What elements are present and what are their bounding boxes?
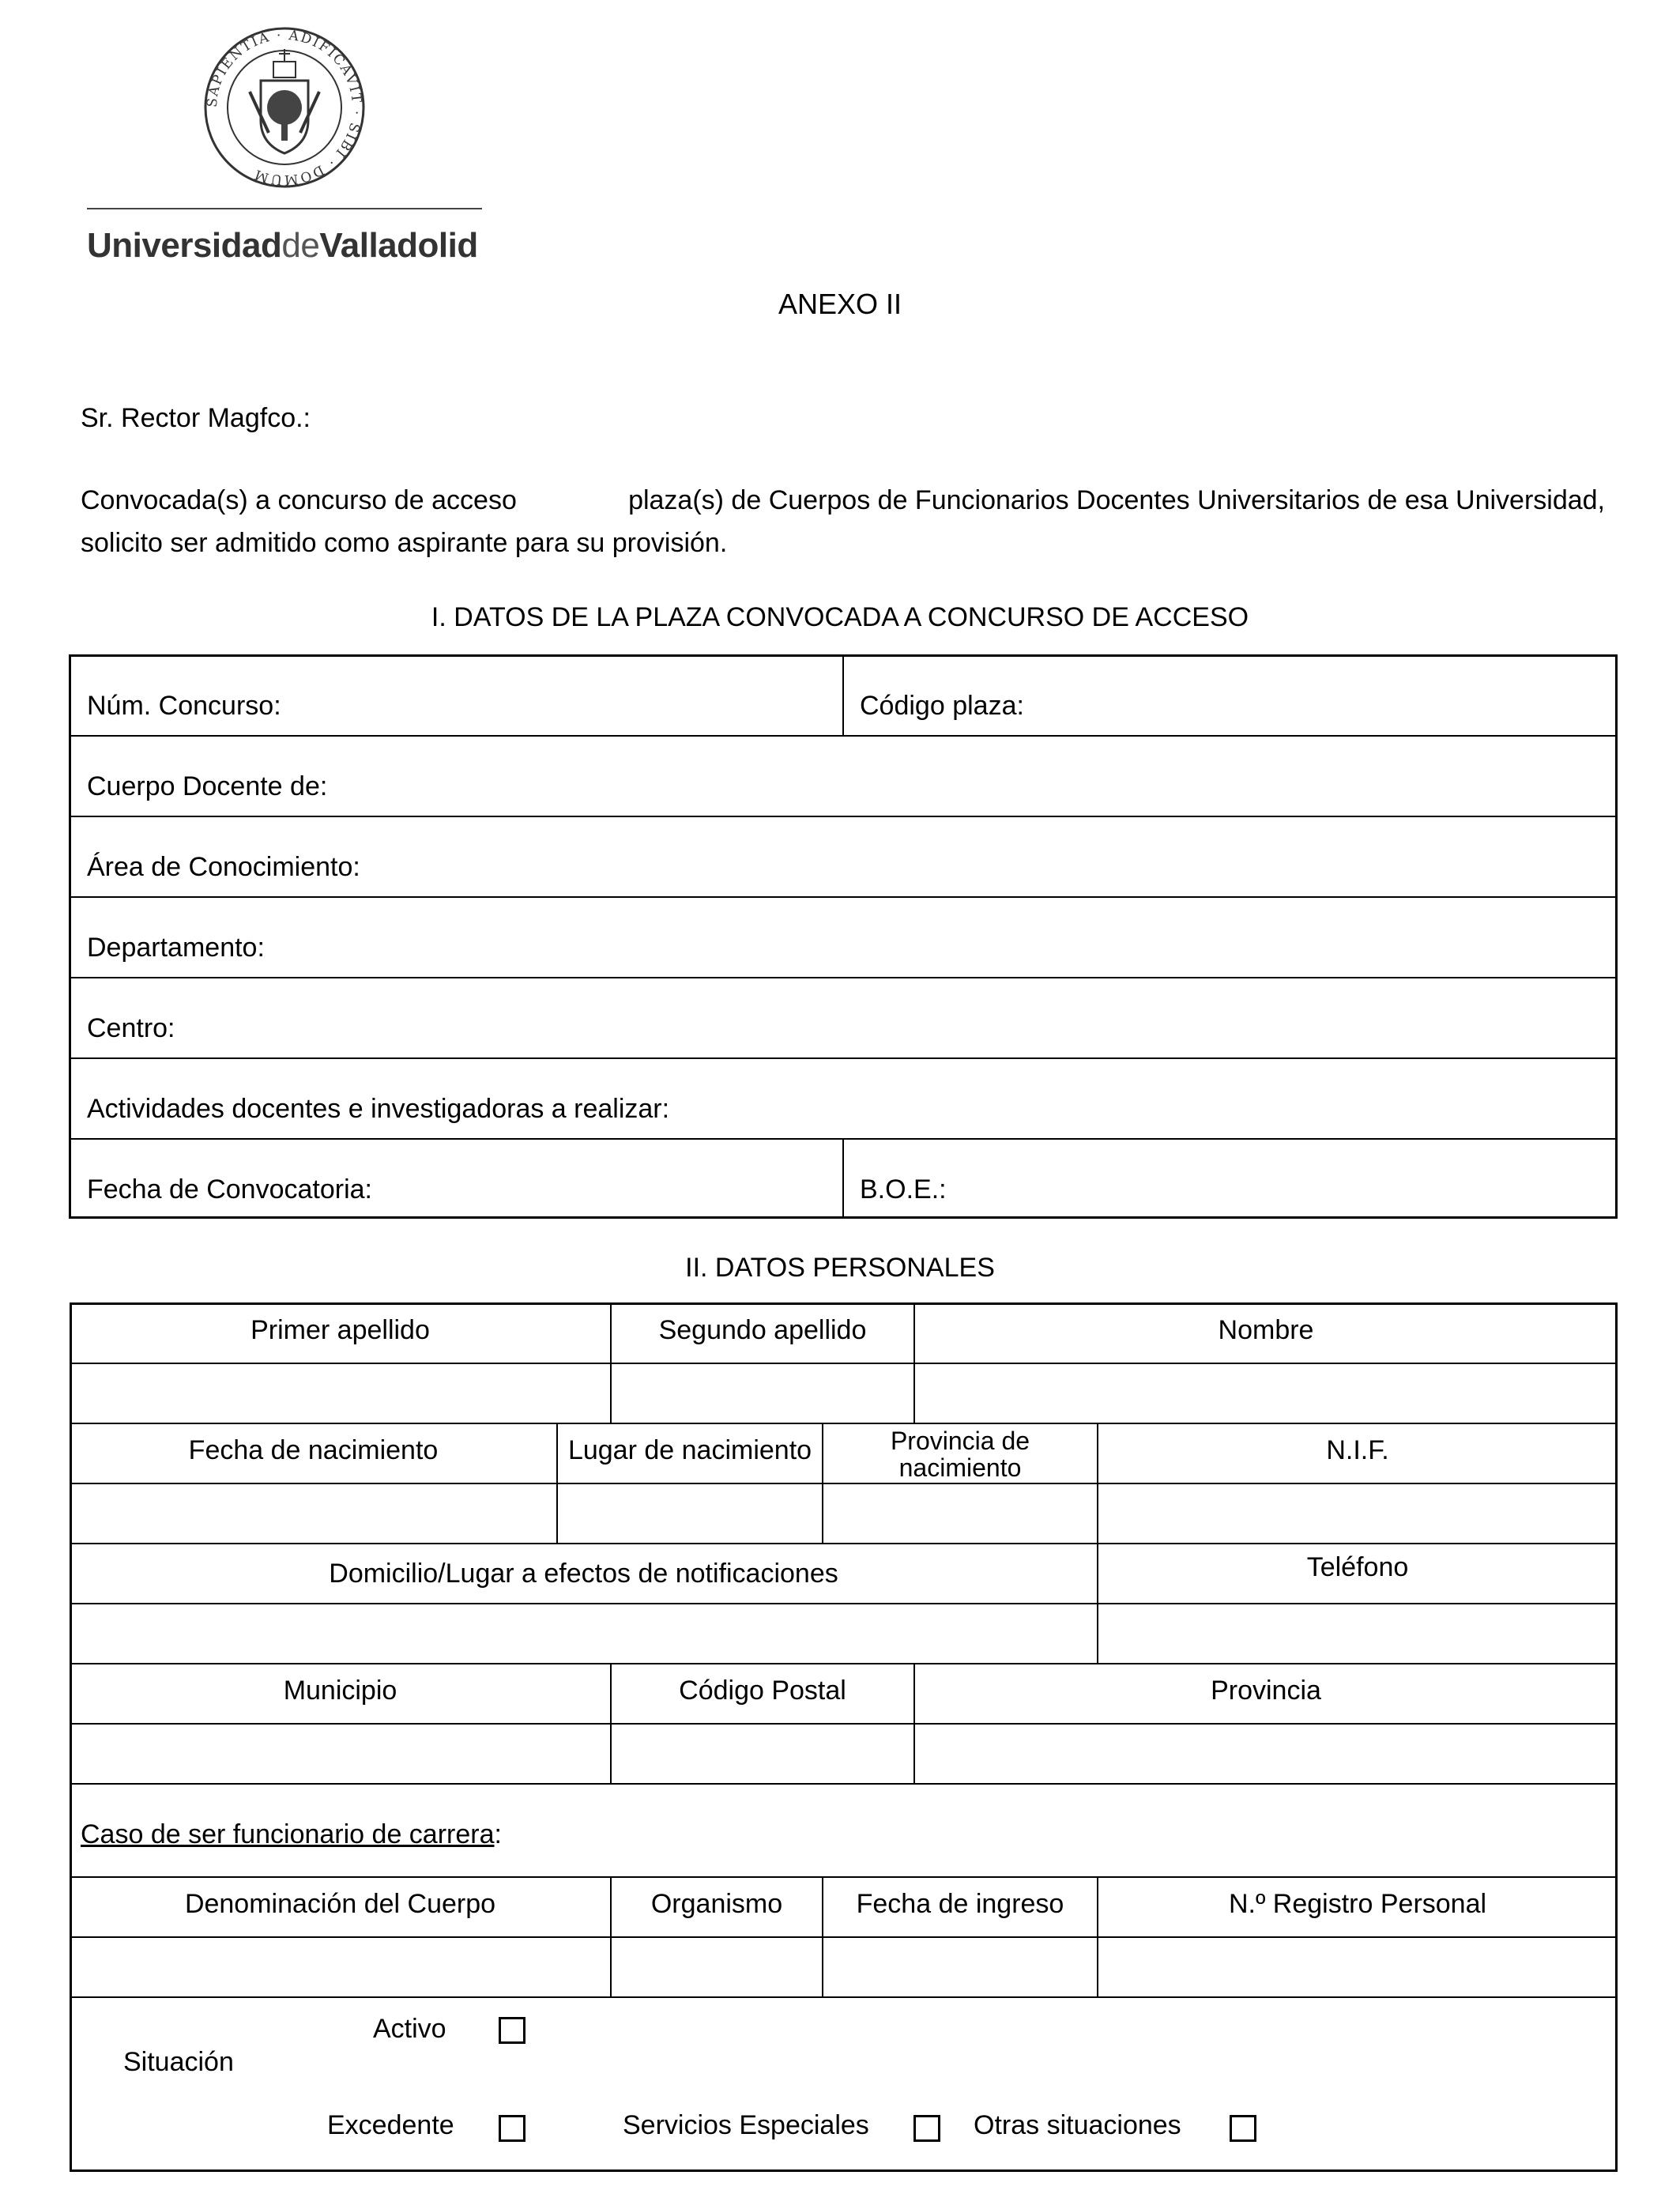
- col-divider: [842, 655, 844, 735]
- registro-personal-label: N.º Registro Personal: [1228, 1889, 1487, 1919]
- num-concurso-field[interactable]: Núm. Concurso:: [87, 691, 281, 721]
- paragraph-line1-b: plaza(s) de Cuerpos de Funcionarios Docentes Universitarios de esa Universidad,: [628, 485, 1605, 515]
- departamento-field[interactable]: Departamento:: [87, 933, 265, 963]
- col-divider: [842, 1139, 844, 1218]
- servicios-especiales-label: Servicios Especiales: [623, 2110, 869, 2140]
- provincia-label: Provincia: [1211, 1676, 1321, 1706]
- row-divider: [70, 977, 1617, 978]
- funcionario-carrera-heading: Caso de ser funcionario de carrera:: [81, 1819, 502, 1849]
- salutation: Sr. Rector Magfco.:: [81, 403, 311, 433]
- codigo-plaza-field[interactable]: Código plaza:: [860, 691, 1024, 721]
- denominacion-cuerpo-label: Denominación del Cuerpo: [184, 1889, 496, 1919]
- row-divider: [70, 896, 1617, 898]
- activo-checkbox[interactable]: [499, 2017, 525, 2044]
- section1-title: I. DATOS DE LA PLAZA CONVOCADA A CONCURSO DE ACCESO: [431, 602, 1249, 632]
- provincia-nacimiento-label: Provincia de nacimiento: [890, 1427, 1030, 1482]
- university-seal-logo: [202, 25, 367, 190]
- row-divider: [70, 1783, 1617, 1785]
- row-divider: [70, 1423, 1617, 1424]
- row-divider: [70, 1603, 1617, 1604]
- municipio-label: Municipio: [283, 1676, 397, 1706]
- centro-field[interactable]: Centro:: [87, 1013, 175, 1043]
- row-divider: [70, 1876, 1617, 1878]
- nombre-label: Nombre: [1218, 1315, 1314, 1345]
- excedente-checkbox[interactable]: [499, 2115, 525, 2142]
- fecha-ingreso-label: Fecha de ingreso: [856, 1889, 1064, 1919]
- paragraph-line2: solicito ser admitido como aspirante para su provisión.: [81, 528, 728, 558]
- codigo-postal-label: Código Postal: [679, 1676, 846, 1706]
- actividades-field[interactable]: Actividades docentes e investigadoras a realizar:: [87, 1094, 670, 1124]
- row-divider: [70, 1483, 1617, 1484]
- telefono-label: Teléfono: [1306, 1552, 1409, 1582]
- row-divider: [70, 1363, 1617, 1364]
- document-title: ANEXO II: [778, 288, 902, 320]
- intro-paragraph: [81, 479, 1605, 564]
- boe-field[interactable]: B.O.E.:: [860, 1174, 947, 1204]
- organismo-label: Organismo: [650, 1889, 783, 1919]
- section1-table: [69, 654, 1618, 1219]
- activo-label: Activo: [373, 2014, 446, 2044]
- row-divider: [70, 1663, 1617, 1664]
- domicilio-label: Domicilio/Lugar a efectos de notificaciones: [329, 1559, 838, 1589]
- segundo-apellido-label: Segundo apellido: [658, 1315, 867, 1345]
- row-divider: [70, 1936, 1617, 1938]
- row-divider: [70, 816, 1617, 817]
- row-divider: [70, 735, 1617, 737]
- fecha-convocatoria-field[interactable]: Fecha de Convocatoria:: [87, 1174, 372, 1204]
- excedente-label: Excedente: [327, 2110, 454, 2140]
- row-divider: [70, 1543, 1617, 1544]
- row-divider: [70, 1057, 1617, 1059]
- lugar-nacimiento-label: Lugar de nacimiento: [567, 1435, 812, 1465]
- otras-situaciones-checkbox[interactable]: [1230, 2115, 1256, 2142]
- servicios-especiales-checkbox[interactable]: [913, 2115, 940, 2142]
- otras-situaciones-label: Otras situaciones: [974, 2110, 1181, 2140]
- header-divider: [87, 208, 482, 209]
- nif-label: N.I.F.: [1326, 1435, 1389, 1465]
- section2-title: II. DATOS PERSONALES: [685, 1253, 995, 1283]
- fecha-nacimiento-label: Fecha de nacimiento: [188, 1435, 439, 1465]
- row-divider: [70, 1996, 1617, 1998]
- area-conocimiento-field[interactable]: Área de Conocimiento:: [87, 852, 360, 882]
- cuerpo-docente-field[interactable]: Cuerpo Docente de:: [87, 771, 328, 801]
- university-name: UniversidaddeValladolid: [87, 226, 478, 265]
- situacion-label: Situación: [123, 2047, 234, 2077]
- primer-apellido-label: Primer apellido: [250, 1315, 430, 1345]
- svg-text:SAPIENTIA · ADIFICAVIT · SIBI: SAPIENTIA · ADIFICAVIT · SIBI · DOMUM: [204, 27, 365, 188]
- row-divider: [70, 1723, 1617, 1725]
- paragraph-line1-a: Convocada(s) a concurso de acceso: [81, 485, 517, 515]
